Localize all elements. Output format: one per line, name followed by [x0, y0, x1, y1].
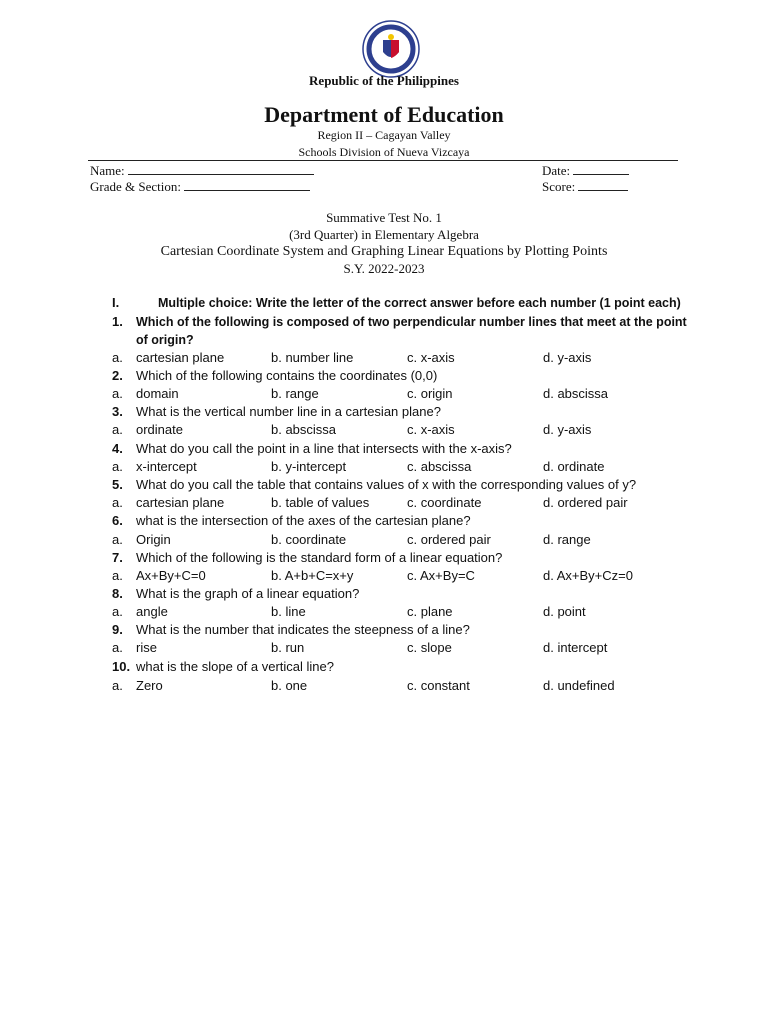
option-b: b. run [271, 640, 305, 655]
option-b: b. A+b+C=x+y [271, 568, 354, 583]
question-text: What do you call the point in a line that intersects with the x-axis? [136, 441, 512, 456]
score-field [542, 178, 628, 195]
name-label: Name: [90, 163, 125, 178]
option-a: x-intercept [136, 459, 197, 474]
question-number: 4. [112, 441, 123, 456]
option-a-prefix: a. [112, 604, 123, 619]
question-text: What is the number that indicates the steepness of a line? [136, 622, 470, 637]
option-d: d. range [543, 532, 591, 547]
question-text: What is the vertical number line in a cartesian plane? [136, 404, 441, 419]
option-d: d. abscissa [543, 386, 609, 401]
option-a-prefix: a. [112, 422, 123, 437]
question-text: What is the graph of a linear equation? [136, 586, 360, 601]
question-text: what is the intersection of the axes of the cartesian plane? [136, 513, 471, 528]
date-field [542, 162, 629, 179]
option-c: c. origin [407, 386, 453, 401]
option-a-prefix: a. [112, 459, 123, 474]
option-c: c. x-axis [407, 422, 455, 437]
option-a: domain [136, 386, 179, 401]
option-a: Zero [136, 678, 163, 693]
division-text: Schools Division of Nueva Vizcaya [298, 145, 470, 159]
option-a: Origin [136, 532, 171, 547]
question-number: 2. [112, 368, 123, 383]
option-c: c. coordinate [407, 495, 482, 510]
department-title: Department of Education [264, 102, 504, 127]
option-a-prefix: a. [112, 532, 123, 547]
question-text: what is the slope of a vertical line? [136, 659, 334, 674]
option-c: c. x-axis [407, 350, 455, 365]
option-a-prefix: a. [112, 350, 123, 365]
option-b: b. range [271, 386, 319, 401]
option-a: rise [136, 640, 157, 655]
option-a-prefix: a. [112, 386, 123, 401]
option-d: d. y-axis [543, 350, 592, 365]
school-year: S.Y. 2022-2023 [343, 261, 425, 276]
question-number: 7. [112, 550, 123, 565]
option-c: c. plane [407, 604, 453, 619]
deped-seal-icon [362, 20, 420, 78]
question-number: 5. [112, 477, 123, 492]
question-text: Which of the following is the standard form of a linear equation? [136, 550, 503, 565]
question-number: 3. [112, 404, 123, 419]
option-a-prefix: a. [112, 495, 123, 510]
test-title: Summative Test No. 1 [326, 210, 442, 225]
grade-section-blank[interactable] [184, 178, 310, 191]
name-blank[interactable] [128, 162, 314, 175]
grade-section-label: Grade & Section: [90, 179, 181, 194]
republic-text: Republic of the Philippines [309, 73, 459, 88]
option-b: b. one [271, 678, 308, 693]
option-a-prefix: a. [112, 640, 123, 655]
region-text: Region II – Cagayan Valley [317, 128, 451, 142]
option-d: d. Ax+By+Cz=0 [543, 568, 633, 583]
option-a: cartesian plane [136, 350, 225, 365]
option-b: b. number line [271, 350, 354, 365]
option-c: c. abscissa [407, 459, 472, 474]
question-text: Which of the following contains the coordinates (0,0) [136, 368, 438, 383]
test-topic: Cartesian Coordinate System and Graphing Linear Equations by Plotting Points [160, 244, 608, 259]
header-divider [88, 160, 678, 161]
question-text: Which of the following is composed of two perpendicular number lines that meet at the point of origin? [136, 315, 687, 347]
option-c: c. ordered pair [407, 532, 491, 547]
option-b: b. coordinate [271, 532, 347, 547]
option-a: ordinate [136, 422, 183, 437]
question-text: What do you call the table that contains values of x with the corresponding values of y? [136, 477, 637, 492]
option-b: b. table of values [271, 495, 370, 510]
score-label: Score: [542, 179, 576, 194]
section-number: I. [112, 295, 120, 310]
option-d: d. ordinate [543, 459, 605, 474]
option-a-prefix: a. [112, 678, 123, 693]
option-a-prefix: a. [112, 568, 123, 583]
option-d: d. y-axis [543, 422, 592, 437]
option-b: b. line [271, 604, 306, 619]
date-label: Date: [542, 163, 571, 178]
option-b: b. abscissa [271, 422, 337, 437]
section-instruction: Multiple choice: Write the letter of the correct answer before each number (1 point each) [158, 296, 681, 310]
option-c: c. constant [407, 678, 470, 693]
option-d: d. undefined [543, 678, 615, 693]
option-b: b. y-intercept [271, 459, 347, 474]
score-blank[interactable] [578, 178, 628, 191]
option-a: Ax+By+C=0 [136, 568, 206, 583]
date-blank[interactable] [573, 162, 629, 175]
question-number: 9. [112, 622, 123, 637]
option-a: angle [136, 604, 168, 619]
option-d: d. point [543, 604, 586, 619]
question-number: 6. [112, 513, 123, 528]
test-quarter: (3rd Quarter) in Elementary Algebra [289, 227, 479, 242]
question-number: 10. [112, 659, 131, 674]
option-c: c. Ax+By=C [407, 568, 475, 583]
question-number: 1. [112, 314, 123, 329]
option-d: d. ordered pair [543, 495, 628, 510]
option-c: c. slope [407, 640, 452, 655]
grade-section-field [90, 178, 310, 195]
option-a: cartesian plane [136, 495, 225, 510]
name-field [90, 162, 314, 179]
option-d: d. intercept [543, 640, 608, 655]
question-number: 8. [112, 586, 123, 601]
